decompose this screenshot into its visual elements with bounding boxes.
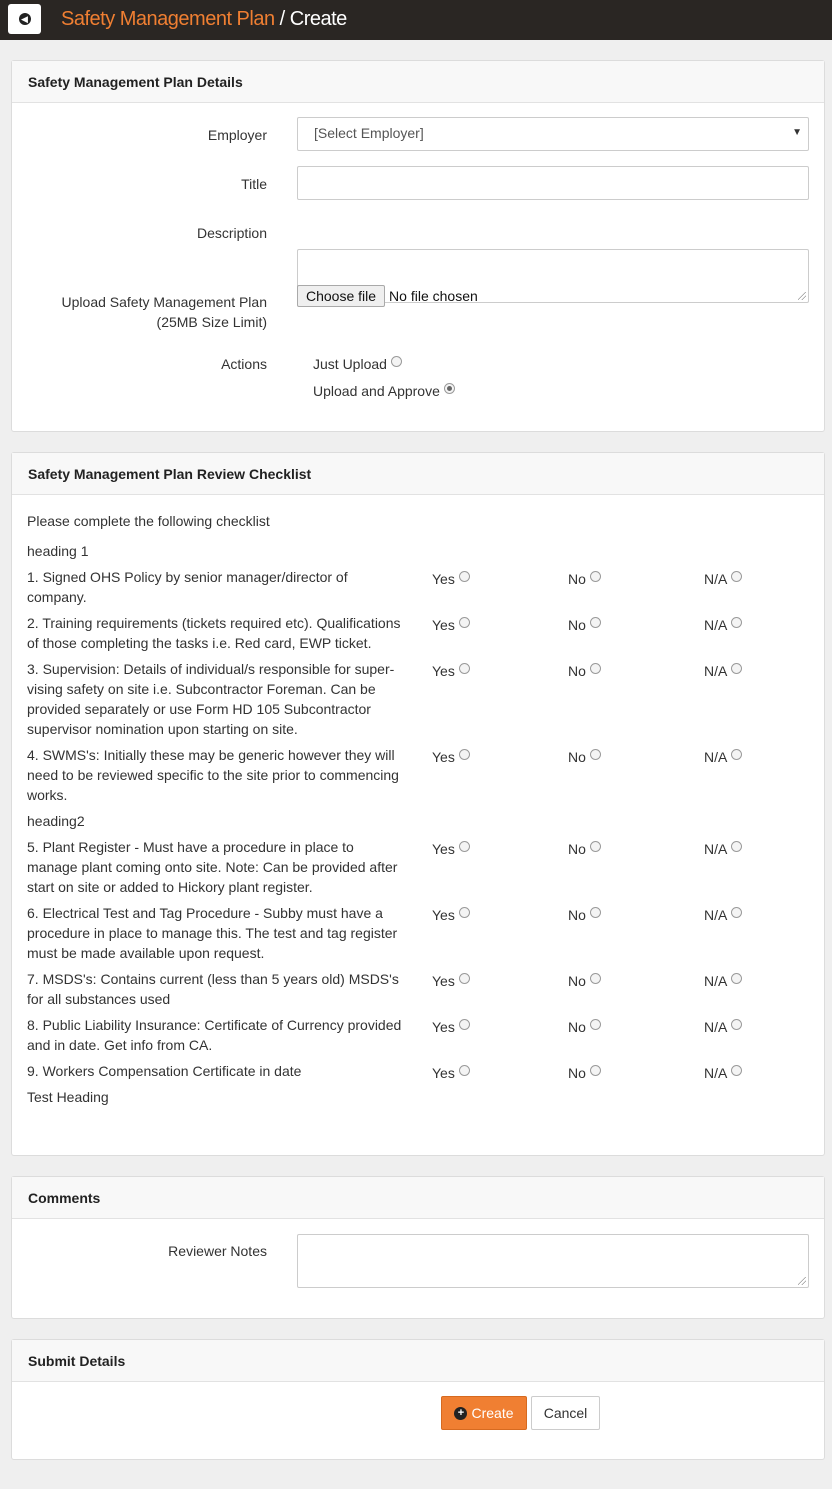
caret-down-icon: ▼ [792, 127, 802, 138]
no-radio[interactable] [590, 907, 601, 918]
cancel-button[interactable] [531, 1396, 600, 1430]
breadcrumb-current: Create [289, 8, 347, 30]
yes-option[interactable]: Yes [432, 839, 470, 859]
employer-select[interactable] [297, 117, 809, 151]
na-option[interactable]: N/A [704, 971, 742, 991]
file-upload [297, 285, 809, 307]
na-radio[interactable] [731, 663, 742, 674]
yes-option[interactable]: Yes [432, 1017, 470, 1037]
yes-option[interactable]: Yes [432, 1063, 470, 1083]
submit-heading: Submit Details [12, 1340, 824, 1382]
just-upload-radio[interactable] [391, 356, 402, 367]
action-just-upload-label: Just Upload [313, 356, 387, 372]
file-status: No file chosen [389, 288, 478, 304]
choose-file-button[interactable]: Choose file [297, 285, 385, 307]
back-button[interactable] [8, 4, 41, 34]
no-radio[interactable] [590, 663, 601, 674]
no-option[interactable]: No [568, 569, 601, 589]
yes-radio[interactable] [459, 841, 470, 852]
yes-radio[interactable] [459, 749, 470, 760]
checklist-panel [11, 452, 825, 1156]
na-radio[interactable] [731, 617, 742, 628]
checklist-question: 4. SWMS's: Initially these may be generic however they will need to be reviewed specific to the site prior to commencing works. [27, 747, 399, 803]
no-option[interactable]: No [568, 615, 601, 635]
yes-radio[interactable] [459, 1019, 470, 1030]
na-radio[interactable] [731, 973, 742, 984]
yes-option[interactable]: Yes [432, 615, 470, 635]
checklist-question: 2. Training requirements (tickets required etc). Qualifications of those completing the tasks i.e. Red card, EWP ticket. [27, 615, 401, 651]
no-radio[interactable] [590, 617, 601, 628]
no-option[interactable]: No [568, 971, 601, 991]
no-option[interactable]: No [568, 839, 601, 859]
na-radio[interactable] [731, 749, 742, 760]
checklist-question: 5. Plant Register - Must have a procedure in place to manage plant coming onto site. Note: Can be provided after start on site or added to Hickory plant register. [27, 839, 398, 895]
employer-label: Employer [207, 127, 267, 143]
checklist-section-heading: Test Heading [27, 1089, 109, 1105]
na-radio[interactable] [731, 1019, 742, 1030]
checklist-question: 9. Workers Compensation Certificate in date [27, 1063, 302, 1079]
na-radio[interactable] [731, 841, 742, 852]
comments-panel [11, 1176, 825, 1319]
comments-heading: Comments [12, 1177, 824, 1219]
employer-select-value: [Select Employer] [314, 125, 424, 141]
submit-panel [11, 1339, 825, 1460]
top-bar [0, 0, 832, 40]
no-option[interactable]: No [568, 747, 601, 767]
no-radio[interactable] [590, 1065, 601, 1076]
details-heading: Safety Management Plan Details [12, 61, 824, 103]
action-upload-approve-label: Upload and Approve [313, 383, 440, 399]
checklist-intro: Please complete the following checklist [27, 513, 270, 529]
yes-radio[interactable] [459, 617, 470, 628]
no-radio[interactable] [590, 749, 601, 760]
create-button-label: Create [471, 1405, 514, 1421]
na-option[interactable]: N/A [704, 661, 742, 681]
no-option[interactable]: No [568, 661, 601, 681]
breadcrumb-separator: / [274, 8, 290, 30]
checklist-question: 3. Supervision: Details of individual/s responsible for super-vising safety on site i.e. Subcontractor Foreman. Can be provided separately or use Form HD 105 Subcontractor supervisor nomination upon starting on site. [27, 661, 395, 737]
breadcrumb-parent-link[interactable]: Safety Management Plan [61, 8, 275, 30]
details-panel [11, 60, 825, 432]
description-label: Description [196, 225, 267, 241]
na-radio[interactable] [731, 1065, 742, 1076]
yes-radio[interactable] [459, 973, 470, 984]
actions-label: Actions [221, 356, 267, 372]
no-option[interactable]: No [568, 905, 601, 925]
no-option[interactable]: No [568, 1063, 601, 1083]
upload-label-line1: Upload Safety Management Plan [61, 294, 267, 310]
checklist-question: 6. Electrical Test and Tag Procedure - Subby must have a procedure in place to manage this. The test and tag register must be made available upon request. [27, 905, 398, 961]
back-arrow-icon: ◀ [19, 13, 31, 25]
na-option[interactable]: N/A [704, 1063, 742, 1083]
yes-option[interactable]: Yes [432, 747, 470, 767]
na-option[interactable]: N/A [704, 615, 742, 635]
breadcrumb [61, 8, 347, 31]
title-label: Title [241, 176, 267, 192]
no-radio[interactable] [590, 973, 601, 984]
checklist-heading: Safety Management Plan Review Checklist [12, 453, 824, 495]
checklist-section-heading: heading2 [27, 813, 85, 829]
checklist-question: 1. Signed OHS Policy by senior manager/director of company. [27, 569, 348, 605]
yes-option[interactable]: Yes [432, 661, 470, 681]
yes-radio[interactable] [459, 907, 470, 918]
na-option[interactable]: N/A [704, 1017, 742, 1037]
reviewer-notes-textarea[interactable] [297, 1234, 809, 1288]
yes-radio[interactable] [459, 571, 470, 582]
na-option[interactable]: N/A [704, 839, 742, 859]
upload-label [62, 292, 267, 332]
na-option[interactable]: N/A [704, 569, 742, 589]
checklist-question: 8. Public Liability Insurance: Certificate of Currency provided and in date. Get info from CA. [27, 1017, 402, 1053]
create-button[interactable] [441, 1396, 527, 1430]
yes-radio[interactable] [459, 663, 470, 674]
no-radio[interactable] [590, 571, 601, 582]
resize-grip-icon[interactable] [798, 1277, 806, 1285]
yes-option[interactable]: Yes [432, 569, 470, 589]
checklist-question: 7. MSDS's: Contains current (less than 5 years old) MSDS's for all substances used [27, 971, 399, 1007]
title-input[interactable] [297, 166, 809, 200]
cancel-button-label: Cancel [543, 1405, 588, 1421]
no-option[interactable]: No [568, 1017, 601, 1037]
na-option[interactable]: N/A [704, 905, 742, 925]
no-radio[interactable] [590, 841, 601, 852]
plus-circle-icon: + [454, 1407, 467, 1420]
upload-approve-radio[interactable] [444, 383, 455, 394]
checklist-section-heading: heading 1 [27, 543, 89, 559]
na-radio[interactable] [731, 571, 742, 582]
action-just-upload[interactable] [313, 354, 825, 374]
upload-label-line2: (25MB Size Limit) [156, 314, 267, 330]
yes-radio[interactable] [459, 1065, 470, 1076]
reviewer-notes-label: Reviewer Notes [168, 1243, 267, 1259]
no-radio[interactable] [590, 1019, 601, 1030]
na-option[interactable]: N/A [704, 747, 742, 767]
yes-option[interactable]: Yes [432, 905, 470, 925]
na-radio[interactable] [731, 907, 742, 918]
yes-option[interactable]: Yes [432, 971, 470, 991]
action-upload-approve[interactable] [313, 381, 825, 401]
